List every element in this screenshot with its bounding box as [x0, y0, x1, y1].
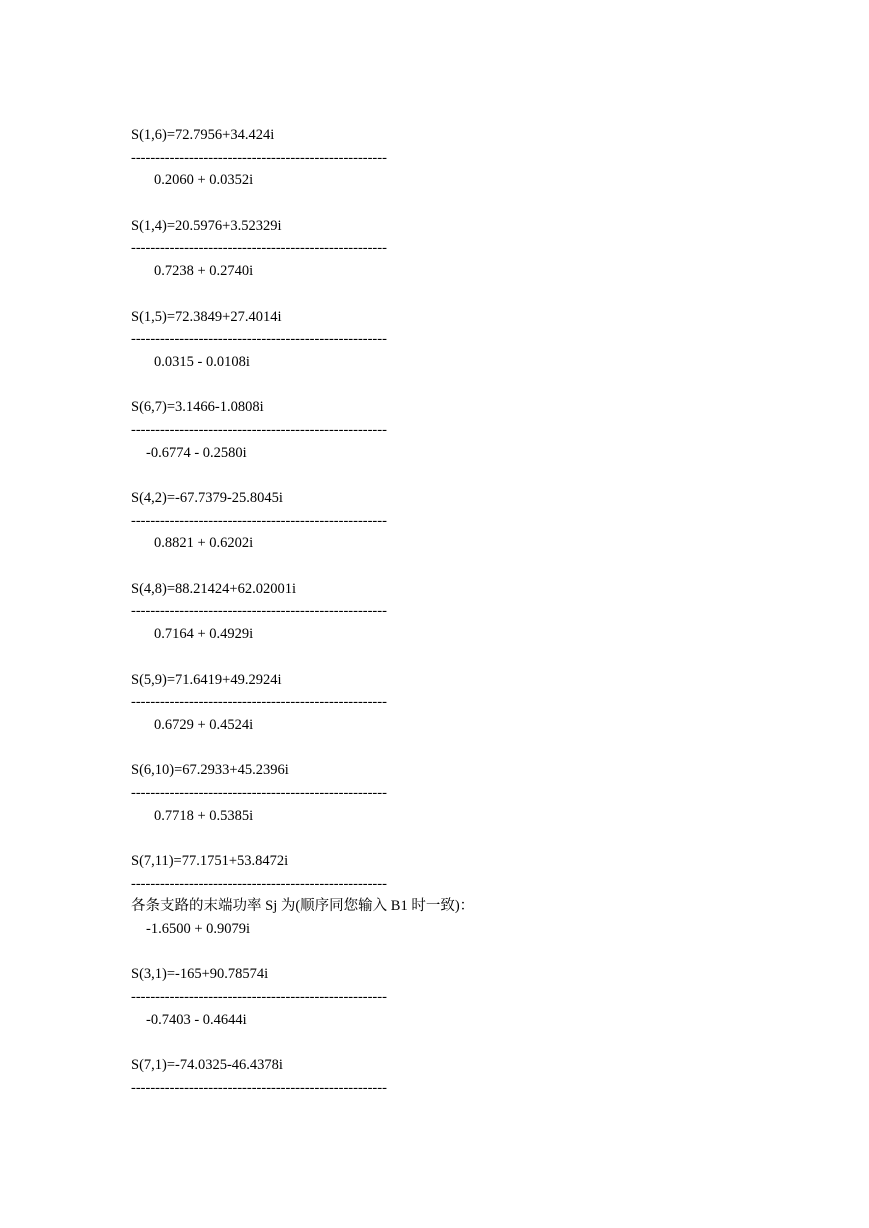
blank-line — [131, 646, 731, 669]
separator-line: ----------------------------------------------------- — [131, 331, 387, 348]
complex-value-line: -0.7403 - 0.4644i — [146, 1011, 247, 1028]
blank-line — [131, 1032, 731, 1055]
branch-power-line: S(5,9)=71.6419+49.2924i — [131, 671, 282, 688]
complex-value-line: 0.0315 - 0.0108i — [154, 353, 250, 370]
blank-line — [131, 283, 731, 306]
branch-power-line: S(6,7)=3.1466-1.0808i — [131, 399, 264, 416]
complex-value-line: -0.6774 - 0.2580i — [146, 444, 247, 461]
blank-line — [131, 192, 731, 215]
branch-power-line: S(7,11)=77.1751+53.8472i — [131, 853, 289, 869]
branch-power-line: S(1,4)=20.5976+3.52329i — [131, 217, 282, 234]
complex-value-line: 0.7718 + 0.5385i — [154, 807, 254, 824]
complex-value-line: 0.7164 + 0.4929i — [154, 626, 254, 643]
branch-power-line: S(4,2)=-67.7379-25.8045i — [131, 490, 283, 506]
separator-line: ----------------------------------------------------- — [131, 875, 387, 892]
separator-line: ----------------------------------------------------- — [131, 989, 387, 1006]
branch-power-line: S(7,1)=-74.0325-46.4378i — [131, 1057, 283, 1074]
complex-value-line: -1.6500 + 0.9079i — [146, 921, 251, 938]
separator-line: ----------------------------------------------------- — [131, 1079, 387, 1096]
separator-line: ----------------------------------------------------- — [131, 149, 387, 166]
branch-power-line: S(1,5)=72.3849+27.4014i — [131, 308, 282, 325]
blank-line — [131, 555, 731, 578]
complex-value-line: 0.2060 + 0.0352i — [154, 172, 254, 189]
blank-line — [131, 374, 731, 397]
complex-value-line: 0.7238 + 0.2740i — [154, 263, 254, 280]
complex-value-line: 0.6729 + 0.4524i — [154, 716, 254, 733]
blank-line — [131, 464, 731, 487]
branch-power-line: S(4,8)=88.21424+62.02001i — [131, 580, 296, 597]
blank-line — [131, 941, 731, 964]
separator-line: ----------------------------------------------------- — [131, 784, 387, 801]
branch-power-line: S(6,10)=67.2933+45.2396i — [131, 762, 289, 779]
separator-line: ----------------------------------------------------- — [131, 694, 387, 711]
complex-value-line: 0.8821 + 0.6202i — [154, 535, 254, 552]
separator-line: ----------------------------------------------------- — [131, 603, 387, 620]
branch-power-line: S(1,6)=72.7956+34.424i — [131, 127, 275, 143]
branch-power-line: S(3,1)=-165+90.78574i — [131, 966, 269, 983]
separator-line: ----------------------------------------------------- — [131, 240, 387, 257]
blank-line — [131, 827, 731, 850]
separator-line: ----------------------------------------------------- — [131, 512, 387, 529]
blank-line — [131, 737, 731, 760]
separator-line: ----------------------------------------------------- — [131, 421, 387, 438]
document-body — [131, 124, 731, 1100]
section-heading-line: 各条支路的末端功率 Sj 为(顺序同您输入 B1 时一致)： — [131, 898, 475, 915]
